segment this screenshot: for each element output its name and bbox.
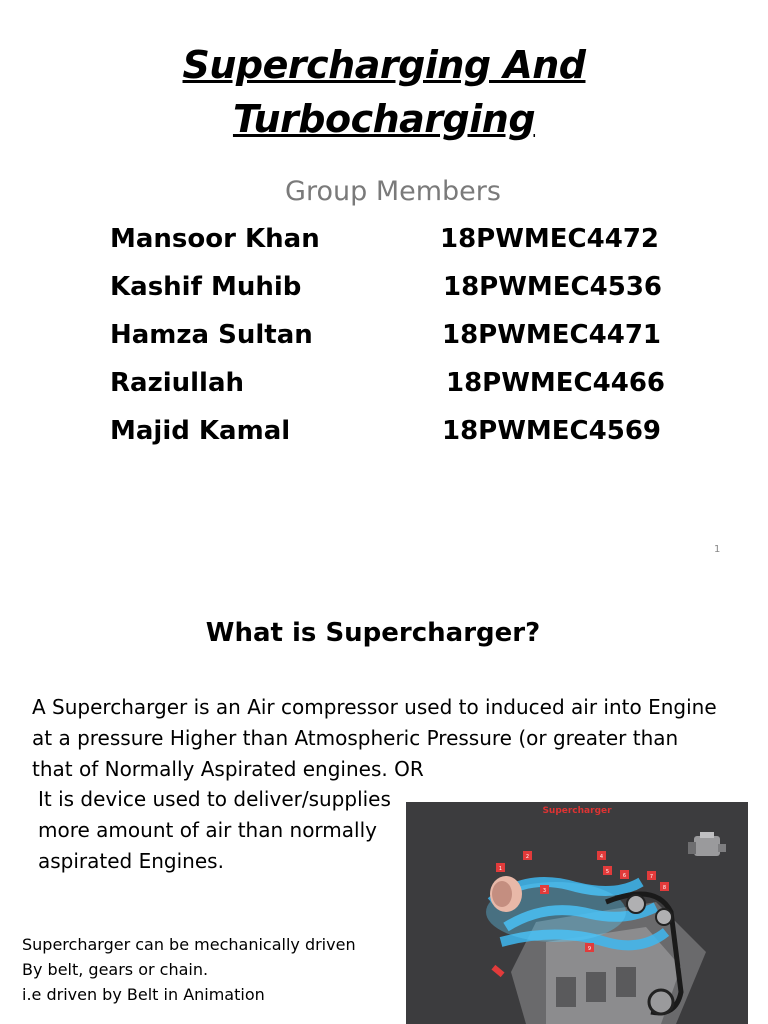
member-row	[110, 272, 670, 312]
svg-text:7: 7	[649, 874, 654, 880]
member-row	[110, 416, 670, 456]
svg-text:2: 2	[525, 854, 530, 860]
member-name: Kashif Muhib	[110, 272, 302, 302]
slide-title	[0, 38, 768, 146]
animation-caption: Supercharger	[542, 806, 612, 816]
note-line: Supercharger can be mechanically driven	[22, 935, 356, 954]
svg-text:6: 6	[622, 873, 627, 879]
member-name: Hamza Sultan	[110, 320, 313, 350]
svg-text:8: 8	[662, 885, 667, 891]
title-line-2: Turbocharging	[232, 97, 536, 141]
member-id: 18PWMEC4536	[443, 272, 662, 302]
member-id: 18PWMEC4569	[442, 416, 661, 446]
member-id: 18PWMEC4472	[440, 224, 659, 254]
slide-title: What is Supercharger?	[205, 618, 541, 648]
supercharger-drum-icon	[490, 876, 522, 912]
label-tag-icon	[491, 965, 504, 977]
svg-text:1: 1	[498, 866, 503, 872]
definition-paragraph	[32, 692, 752, 785]
member-name: Majid Kamal	[110, 416, 291, 446]
paragraph-line: aspirated Engines.	[38, 849, 224, 873]
member-name: Mansoor Khan	[110, 224, 320, 254]
member-row	[110, 224, 670, 264]
svg-text:3: 3	[542, 888, 547, 894]
note-line: i.e driven by Belt in Animation	[22, 985, 265, 1004]
page-number: 1	[714, 544, 721, 555]
note-line: By belt, gears or chain.	[22, 960, 209, 979]
member-id: 18PWMEC4466	[446, 368, 665, 398]
supercharger-animation	[406, 802, 748, 1024]
engine-illustration	[406, 802, 748, 1024]
engine-thumbnail-icon	[688, 832, 726, 856]
paragraph-line: at a pressure Higher than Atmospheric Pressure (or greater than	[32, 726, 679, 750]
paragraph-line: It is device used to deliver/supplies	[38, 787, 391, 811]
member-row	[110, 320, 670, 360]
slide-2	[0, 580, 768, 1024]
paragraph-line: that of Normally Aspirated engines. OR	[32, 757, 424, 781]
drive-note	[22, 932, 402, 1007]
paragraph-line: more amount of air than normally	[38, 818, 377, 842]
member-name: Raziullah	[110, 368, 244, 398]
svg-text:9: 9	[587, 946, 592, 952]
member-row	[110, 368, 670, 408]
group-members-heading: Group Members	[285, 176, 501, 207]
paragraph-line: A Supercharger is an Air compressor used to induced air into Engine	[32, 695, 717, 719]
title-line-1: Supercharging And	[182, 43, 586, 87]
svg-text:4: 4	[599, 854, 604, 860]
member-id: 18PWMEC4471	[442, 320, 661, 350]
svg-text:5: 5	[605, 869, 610, 875]
alt-definition-paragraph	[38, 784, 418, 877]
